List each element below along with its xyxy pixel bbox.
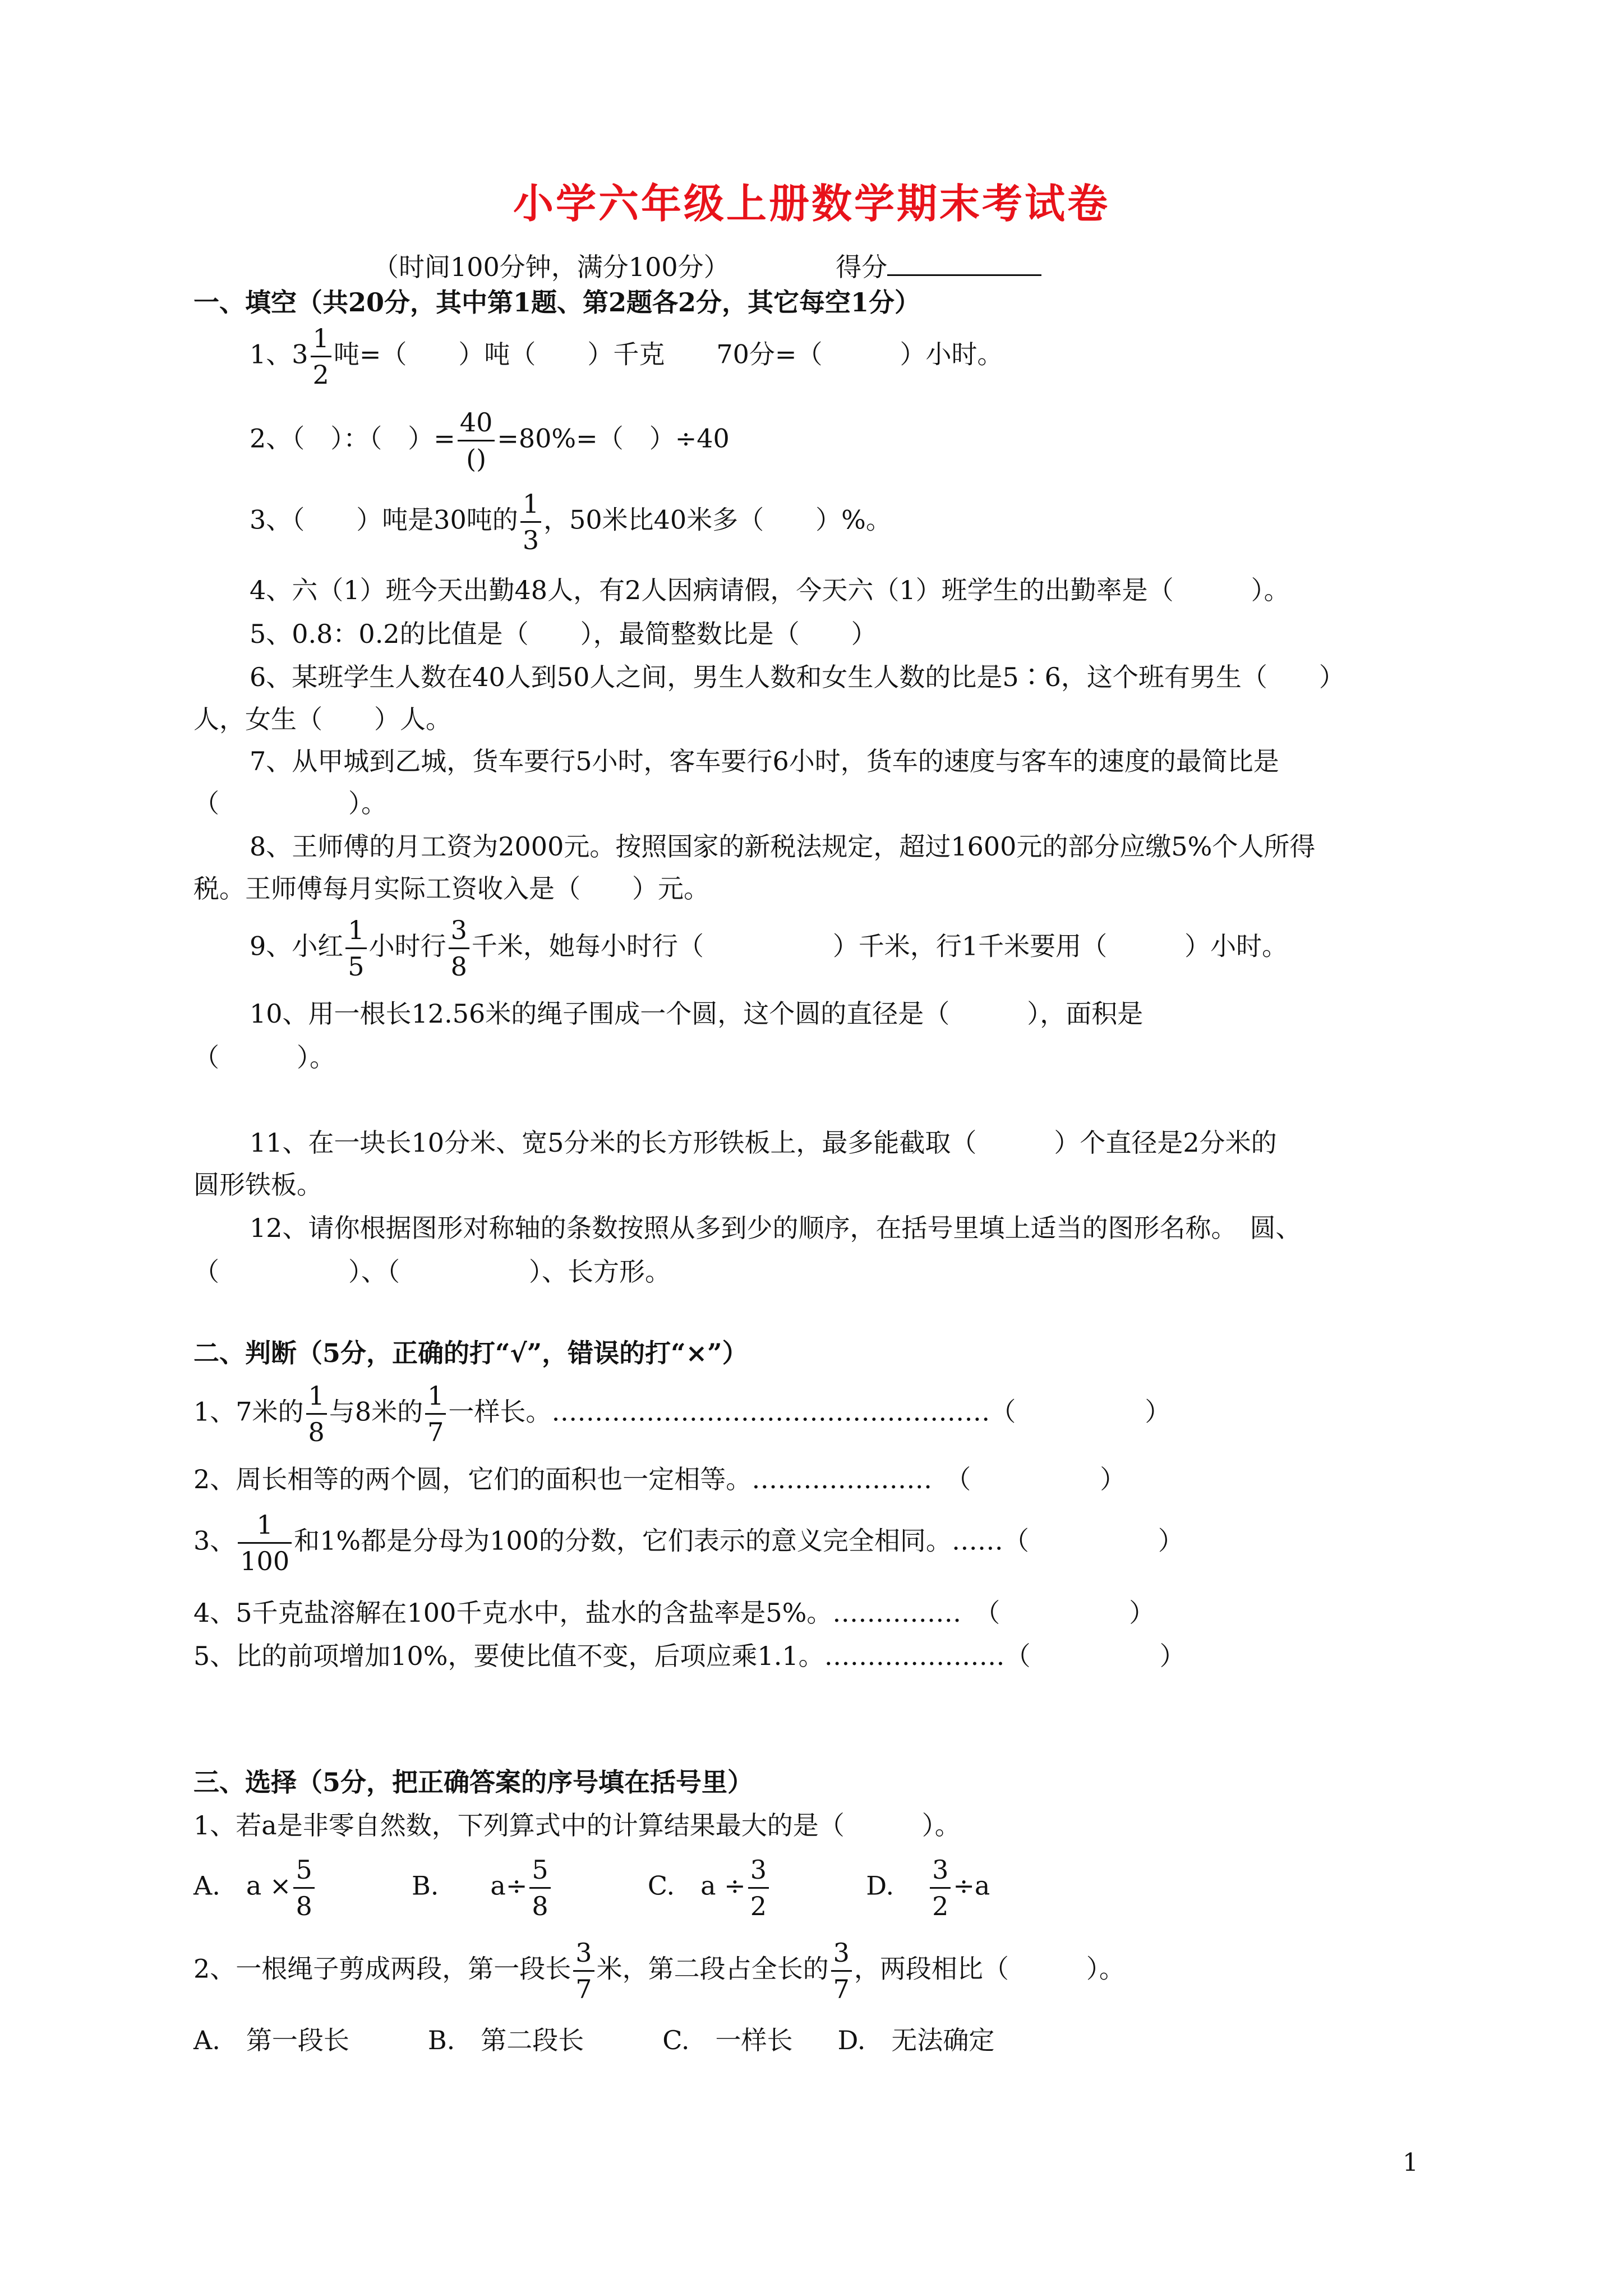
choice-2-options: [193, 2025, 994, 2056]
question-11b: 圆形铁板。: [193, 1170, 322, 1200]
c1-option-b-fraction: $\frac{5}{8}$: [529, 1857, 550, 1919]
exam-meta: [373, 247, 1041, 284]
score-blank: [887, 252, 1041, 276]
j1-fraction-1: $\frac{1}{8}$: [306, 1383, 327, 1445]
c2-text-a: 2、一根绳子剪成两段，第一段长: [193, 1953, 571, 1984]
question-6b: 人，女生（ ）人。: [193, 704, 451, 734]
c1-option-c-fraction: $\frac{3}{2}$: [748, 1857, 769, 1919]
choice-1-options: [193, 1857, 990, 1919]
q1-text-b: 吨=（ ）吨（ ）千克 70分=（ ）小时。: [333, 339, 1003, 370]
j3-text-b: 和1%都是分母为100的分数，它们表示的意义完全相同。……（ ）: [294, 1525, 1184, 1556]
c1-option-d-tail: ÷a: [953, 1870, 990, 1901]
question-5: 5、0.8：0.2的比值是（ ），最简整数比是（ ）: [250, 619, 877, 649]
judge-1: [193, 1383, 1170, 1445]
j3-text-a: 3、: [193, 1525, 236, 1556]
judge-4: 4、5千克盐溶解在100千克水中，盐水的含盐率是5%。…………… （ ）: [193, 1598, 1155, 1628]
j1-fraction-2: $\frac{1}{7}$: [425, 1383, 446, 1445]
c1-option-b: B. a÷: [411, 1870, 528, 1901]
c2-option-c: C. 一样长: [662, 2025, 793, 2055]
score-label: 得分: [836, 252, 888, 282]
section1-heading: 一、填空（共20分，其中第1题、第2题各2分，其它每空1分）: [193, 287, 921, 318]
question-6a: 6、某班学生人数在40人到50人之间，男生人数和女生人数的比是5∶6，这个班有男生（ ）: [250, 662, 1345, 692]
q2-fraction: $\frac{40}{()}$: [458, 409, 495, 472]
c2-fraction-1: $\frac{3}{7}$: [573, 1940, 594, 2002]
c2-fraction-2: $\frac{3}{7}$: [831, 1940, 852, 2002]
c2-text-c: ，两段相比（ ）。: [854, 1953, 1125, 1984]
page-title: 小学六年级上册数学期末考试卷: [513, 180, 1110, 227]
q9-fraction-1: $\frac{1}{5}$: [345, 917, 366, 979]
question-12b: （ ）、（ ）、长方形。: [193, 1257, 671, 1287]
c1-option-a-fraction: $\frac{5}{8}$: [293, 1857, 314, 1919]
j1-text-a: 1、7米的: [193, 1396, 304, 1427]
q9-text-c: 千米，她每小时行（ ）千米，行1千米要用（ ）小时。: [471, 931, 1288, 961]
c1-option-d: D.: [866, 1870, 895, 1901]
question-4: 4、六（1）班今天出勤48人，有2人因病请假，今天六（1）班学生的出勤率是（ ）。: [250, 575, 1290, 605]
c1-option-a: A. a ×: [193, 1870, 292, 1901]
q3-text-a: 3、（ ）吨是30吨的: [250, 504, 518, 535]
section2-heading: 二、判断（5分，正确的打“√”，错误的打“×”）: [193, 1338, 748, 1368]
question-7a: 7、从甲城到乙城，货车要行5小时，客车要行6小时，货车的速度与客车的速度的最简比是: [250, 746, 1279, 776]
time-note: （时间100分钟，满分100分）: [373, 252, 730, 282]
q3-fraction: $\frac{1}{3}$: [520, 491, 541, 553]
question-2: [250, 409, 730, 472]
judge-3: [193, 1512, 1184, 1574]
question-8a: 8、王师傅的月工资为2000元。按照国家的新税法规定，超过1600元的部分应缴5%个人所得: [250, 831, 1316, 862]
question-10b: （ ）。: [193, 1042, 335, 1073]
question-8b: 税。王师傅每月实际工资收入是（ ）元。: [193, 873, 709, 904]
q2-text-b: =80%=（ ）÷40: [497, 423, 730, 454]
page-number: 1: [1403, 2148, 1418, 2177]
c2-option-a: A. 第一段长: [193, 2025, 349, 2055]
j1-text-b: 与8米的: [329, 1396, 423, 1427]
judge-2: 2、周长相等的两个圆，它们的面积也一定相等。………………… （ ）: [193, 1464, 1126, 1494]
c2-option-d: D. 无法确定: [837, 2025, 995, 2055]
q9-fraction-2: $\frac{3}{8}$: [449, 917, 469, 979]
c1-option-d-fraction: $\frac{3}{2}$: [930, 1857, 951, 1919]
section3-heading: 三、选择（5分，把正确答案的序号填在括号里）: [193, 1767, 754, 1797]
question-10a: 10、用一根长12.56米的绳子围成一个圆，这个圆的直径是（ ），面积是: [250, 999, 1144, 1029]
judge-5: 5、比的前项增加10%，要使比值不变，后项应乘1.1。…………………（ ）: [193, 1641, 1186, 1671]
q1-text-a: 1、3: [250, 339, 308, 370]
choice-2: [193, 1940, 1125, 2002]
j3-fraction: $\frac{1}{100}$: [238, 1512, 292, 1574]
question-1: [250, 325, 1003, 388]
question-7b: （ ）。: [193, 788, 387, 818]
c2-option-b: B. 第二段长: [427, 2025, 584, 2055]
q9-text-a: 9、小红: [250, 931, 344, 961]
question-9: [250, 915, 1288, 982]
q9-text-b: 小时行: [368, 931, 446, 961]
question-3: [250, 491, 892, 553]
j1-text-c: 一样长。……………………………………………（ ）: [448, 1396, 1171, 1427]
q3-text-b: ，50米比40米多（ ）%。: [543, 504, 892, 535]
question-11a: 11、在一块长10分米、宽5分米的长方形铁板上，最多能截取（ ）个直径是2分米的: [250, 1128, 1277, 1158]
choice-1: 1、若a是非零自然数，下列算式中的计算结果最大的是（ ）。: [193, 1810, 961, 1841]
c2-text-b: 米，第二段占全长的: [596, 1953, 829, 1984]
q2-text-a: 2、（ ）：（ ）=: [250, 423, 455, 454]
question-12a: 12、请你根据图形对称轴的条数按照从多到少的顺序，在括号里填上适当的图形名称。 圆、: [250, 1213, 1302, 1243]
q1-fraction: $\frac{1}{2}$: [311, 325, 331, 388]
c1-option-c: C. a ÷: [647, 1870, 746, 1901]
